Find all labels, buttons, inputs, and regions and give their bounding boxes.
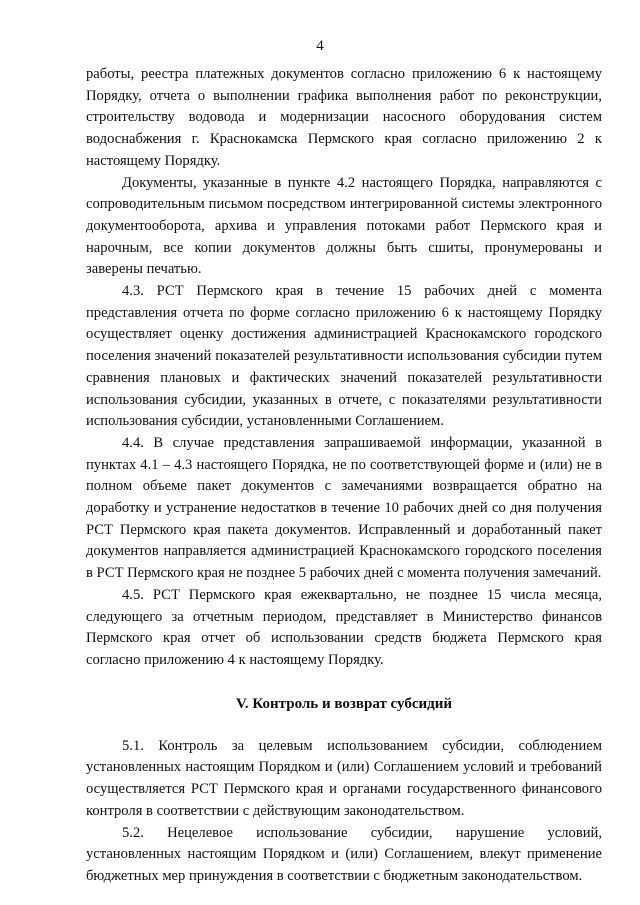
paragraph-5-1: 5.1. Контроль за целевым использованием субсидии, соблюдением установленных настоящим Порядком и (или) Соглашением условий и требований осуществляется РСТ Пермского края и органами государственного финансового контроля в соответствии с действующим законодательством. — [86, 737, 602, 819]
paragraph-4-5: 4.5. РСТ Пермского края ежеквартально, не позднее 15 числа месяца, следующего за отчетным периодом, представляет в Министерство финансов Пермского края отчет об использовании средств бюджета Пермского края согласно приложению 4 к настоящему Порядку. — [86, 586, 602, 668]
paragraph-documents-submission: Документы, указанные в пункте 4.2 настоящего Порядка, направляются с сопроводительным письмом посредством интегрированной системы электронного документооборота, архива и управления потоками работ Пермского края и нарочным, все копии документов должны быть сшиты, пронумерованы и заверены печатью. — [86, 174, 602, 278]
page-number: 4 — [316, 38, 324, 54]
paragraph-4-4: 4.4. В случае представления запрашиваемой информации, указанной в пунктах 4.1 – 4.3 настоящего Порядка, не по соответствующей форме и (или) не в полном объеме пакет документов с замечаниями возвращается обратно на доработку и устранение недостатков в течение 10 рабочих дней со дня получения РСТ Пермского края пакета документов. Исправленный и доработанный пакет документов направляется администрацией Краснокамского городского поселения в РСТ Пермского края не позднее 5 рабочих дней с момента получения замечаний. — [86, 434, 602, 582]
section-heading: V. Контроль и возврат субсидий — [236, 695, 452, 712]
document-body — [86, 64, 602, 888]
paragraph-4-3: 4.3. РСТ Пермского края в течение 15 рабочих дней с момента представления отчета по форме согласно приложению 6 к настоящему Порядку осуществляет оценку достижения администрацией Краснокамского городского поселения значений показателей результативности использования субсидии путем сравнения плановых и фактических значений показателей результативности использования субсидии, указанных в отчете, с показателями результативности использования субсидии, установленными Соглашением. — [86, 283, 602, 430]
paragraph-continuation: работы, реестра платежных документов согласно приложению 6 к настоящему Порядку, отчета о выполнении графика выполнения работ по реконструкции, строительству водовода и модернизации насосного оборудования систем водоснабжения г. Краснокамска Пермского края согласно приложению 2 к настоящему Порядку. — [86, 66, 602, 169]
paragraph-5-2: 5.2. Нецелевое использование субсидии, нарушение условий, установленных настоящим Порядком и (или) Соглашением, влекут применение бюджетных мер принуждения в соответствии с бюджетным законодательством. — [86, 824, 602, 884]
